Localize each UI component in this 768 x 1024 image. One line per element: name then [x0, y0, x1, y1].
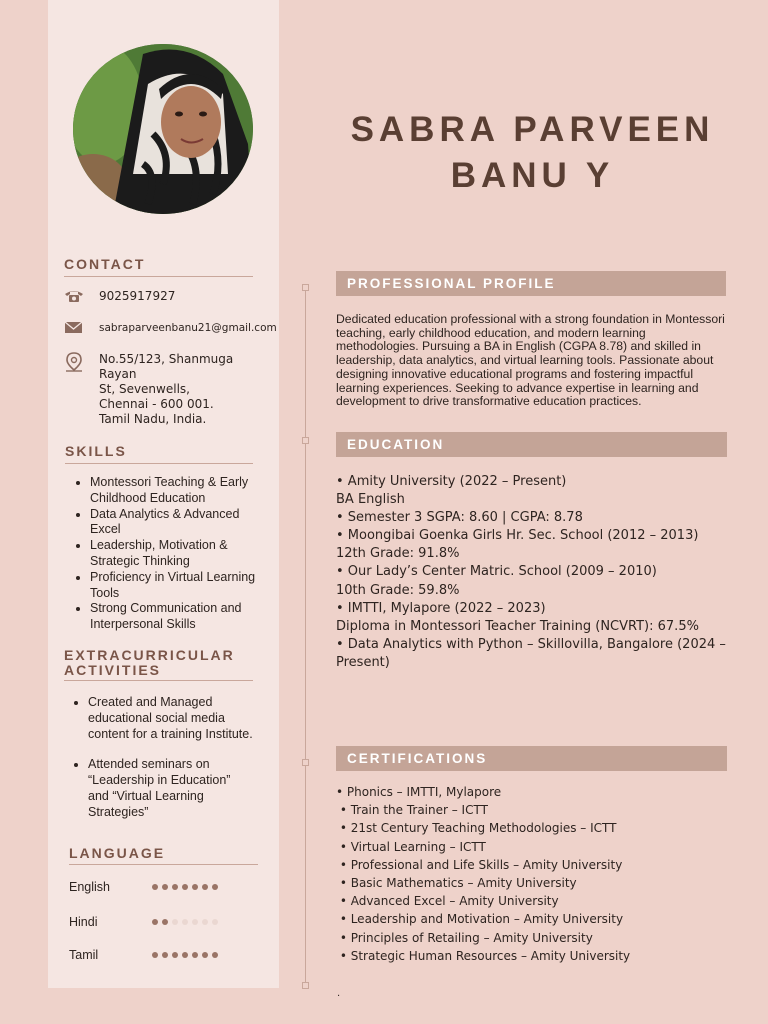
certification-item: • Basic Mathematics – Amity University: [336, 876, 577, 891]
skill-item: • Strong Communication and Interpersonal Skills: [90, 601, 270, 633]
level-dot-empty: [212, 919, 218, 925]
certification-item: • Advanced Excel – Amity University: [336, 894, 559, 909]
language-heading: LANGUAGE: [69, 845, 166, 861]
extracurricular-list: [64, 695, 253, 821]
level-dot-empty: [202, 919, 208, 925]
activity-item: • Attended seminars on “Leadership in Education” and “Virtual Learning Strategies”: [88, 757, 253, 820]
language-label: Hindi: [69, 915, 98, 929]
skill-item: • Proficiency in Virtual Learning Tools: [90, 570, 270, 602]
contact-email: [64, 320, 277, 338]
level-dot-filled: [172, 884, 178, 890]
address-line: Tamil Nadu, India.: [99, 412, 207, 426]
name-line-1: SABRA PARVEEN: [350, 110, 715, 149]
education-banner: EDUCATION: [336, 432, 727, 457]
level-dot-filled: [192, 952, 198, 958]
level-dot-filled: [152, 919, 158, 925]
extracurricular-heading: EXTRACURRICULAR ACTIVITIES: [64, 647, 235, 678]
envelope-icon: [64, 320, 86, 338]
level-dot-empty: [192, 919, 198, 925]
timeline-node: [302, 284, 309, 291]
profile-photo: [73, 44, 253, 214]
skill-item: • Leadership, Motivation & Strategic Thinking: [90, 538, 270, 570]
contact-address: [64, 352, 274, 426]
level-dot-filled: [172, 952, 178, 958]
level-dot-filled: [212, 952, 218, 958]
language-level-dots: [152, 919, 218, 925]
level-dot-empty: [172, 919, 178, 925]
level-dot-empty: [182, 919, 188, 925]
profile-banner: PROFESSIONAL PROFILE: [336, 271, 726, 296]
level-dot-filled: [212, 884, 218, 890]
language-label: Tamil: [69, 948, 99, 962]
skills-heading: SKILLS: [65, 443, 127, 459]
language-row: [69, 948, 239, 962]
activity-item: • Created and Managed educational social media content for a training Institute.: [88, 695, 253, 742]
certifications-list: [336, 783, 731, 965]
certification-item: • Virtual Learning – ICTT: [336, 839, 486, 854]
timeline-node: [302, 982, 309, 989]
level-dot-filled: [182, 884, 188, 890]
level-dot-filled: [192, 884, 198, 890]
email-address[interactable]: sabraparveenbanu21@gmail.com: [99, 322, 277, 334]
certification-item: • Train the Trainer – ICTT: [336, 803, 488, 818]
timeline-node: [302, 437, 309, 444]
address-line: Chennai - 600 001.: [99, 397, 214, 411]
phone-number: 9025917927: [99, 289, 176, 303]
language-label: English: [69, 880, 110, 894]
certification-item: • Phonics – IMTTI, Mylapore: [336, 785, 502, 799]
skill-item: • Montessori Teaching & Early Childhood Education: [90, 475, 270, 507]
certification-item: • Professional and Life Skills – Amity University: [336, 857, 623, 872]
certification-item: • Strategic Human Resources – Amity University: [336, 948, 631, 963]
level-dot-filled: [152, 952, 158, 958]
language-level-dots: [152, 884, 218, 890]
education-text: • Amity University (2022 – Present) BA English • Semester 3 SGPA: 8.60 | CGPA: 8.78 • Moongibai Goenka Girls Hr. Sec. School (2012 – 2013) 12th Grade: 91.8% • Our Lady’s Center Matric. School (2009 – 2010) 10th Grade: 59.8% • IMTTI, Mylapore (2022 – 2023) Diploma in Montessori Teacher Training (NCVRT): 67.5% • Data Analytics with Python – Skillovilla, Bangalore (2024 – Present): [336, 474, 726, 670]
certification-item: • 21st Century Teaching Methodologies – ICTT: [336, 821, 617, 836]
level-dot-filled: [202, 884, 208, 890]
address-line: St, Sevenwells,: [99, 382, 190, 396]
language-row: [69, 880, 239, 894]
candidate-name: [300, 107, 765, 199]
trailing-mark: .: [337, 988, 341, 999]
level-dot-filled: [162, 884, 168, 890]
profile-text: Dedicated education professional with a strong foundation in Montessori teaching, early childhood education, and modern learning methodologies. Pursuing a BA in English (CGPA 8.78) and skilled in leadership, data analytics, and virtual learning tools. Passionate about designing innovative educational programs and fostering impactful learning experiences. Seeking to advance expertise in learning and development to drive transformative education practices.: [336, 312, 725, 409]
address-lines: [99, 352, 274, 427]
contact-divider: [64, 276, 253, 277]
phone-icon: [64, 289, 86, 307]
certification-item: • Principles of Retailing – Amity University: [336, 930, 593, 945]
timeline-node: [302, 759, 309, 766]
level-dot-filled: [152, 884, 158, 890]
language-row: [69, 915, 239, 929]
certification-item: • Leadership and Motivation – Amity University: [336, 912, 624, 927]
certifications-banner: CERTIFICATIONS: [336, 746, 727, 771]
address-line: No.55/123, Shanmuga Rayan: [99, 352, 234, 381]
skills-divider: [65, 463, 253, 464]
skill-item: • Data Analytics & Advanced Excel: [90, 507, 270, 539]
timeline-line: [305, 287, 306, 985]
contact-phone: [64, 289, 274, 307]
location-pin-icon: [64, 352, 86, 370]
contact-heading: CONTACT: [64, 256, 146, 272]
name-line-2: BANU Y: [450, 156, 615, 195]
level-dot-filled: [162, 919, 168, 925]
level-dot-filled: [182, 952, 188, 958]
extracurricular-divider: [64, 680, 253, 681]
level-dot-filled: [202, 952, 208, 958]
language-level-dots: [152, 952, 218, 958]
skills-list: [66, 475, 270, 633]
language-divider: [69, 864, 258, 865]
level-dot-filled: [162, 952, 168, 958]
